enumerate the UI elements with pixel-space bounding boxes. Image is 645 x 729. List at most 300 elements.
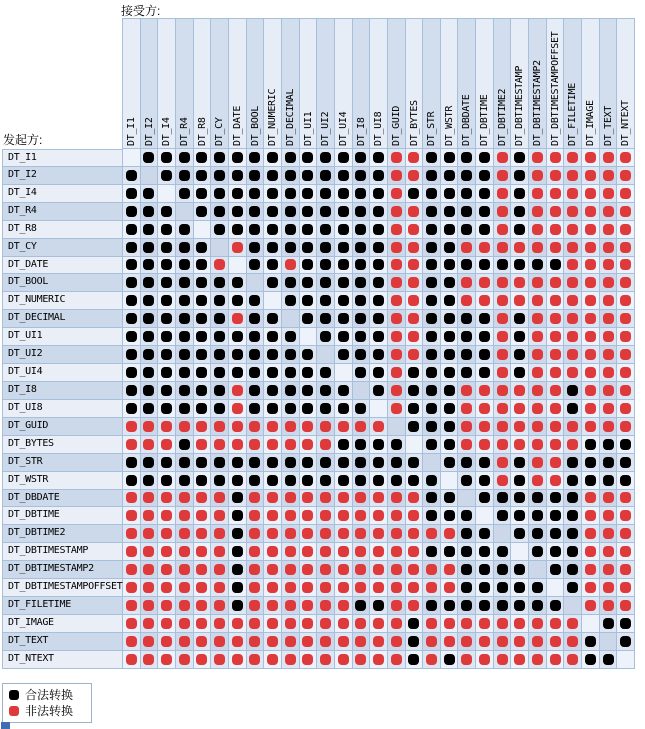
matrix-cell [582, 185, 600, 203]
column-header-DT_I1 [123, 19, 141, 149]
matrix-cell [335, 579, 353, 597]
illegal-dot [532, 475, 543, 486]
column-header-label: DT_UI8 [373, 111, 385, 146]
matrix-cell [600, 310, 618, 328]
matrix-cell [123, 257, 141, 275]
matrix-cell [388, 507, 406, 525]
legal-dot [302, 170, 313, 181]
matrix-cell [582, 436, 600, 454]
matrix-cell [176, 203, 194, 221]
legal-dot [461, 152, 472, 163]
matrix-cell [158, 400, 176, 418]
illegal-dot [567, 421, 578, 432]
illegal-dot [355, 546, 366, 557]
legal-dot [408, 421, 419, 432]
legal-dot [249, 295, 260, 306]
illegal-dot [249, 528, 260, 539]
matrix-cell [353, 239, 371, 257]
matrix-cell [335, 203, 353, 221]
matrix-cell [406, 382, 424, 400]
legal-dot [196, 152, 207, 163]
legal-dot [444, 385, 455, 396]
matrix-cell [423, 167, 441, 185]
matrix-cell [458, 239, 476, 257]
illegal-dot [143, 421, 154, 432]
matrix-cell [211, 400, 229, 418]
matrix-cell [282, 615, 300, 633]
matrix-cell [282, 328, 300, 346]
legal-dot [179, 403, 190, 414]
illegal-dot [249, 654, 260, 665]
matrix-cell [247, 490, 265, 508]
legal-dot [232, 564, 243, 575]
illegal-dot [603, 313, 614, 324]
legal-dot [320, 170, 331, 181]
matrix-row-DT_I1 [3, 149, 635, 167]
legal-dot [373, 152, 384, 163]
illegal-dot [479, 654, 490, 665]
matrix-cell [441, 149, 459, 167]
matrix-cell [176, 561, 194, 579]
matrix-cell [582, 239, 600, 257]
illegal-dot [585, 492, 596, 503]
matrix-cell [600, 454, 618, 472]
matrix-cell [529, 525, 547, 543]
legal-dot [214, 170, 225, 181]
legal-dot [267, 349, 278, 360]
illegal-dot [550, 367, 561, 378]
illegal-dot [161, 600, 172, 611]
matrix-cell [264, 257, 282, 275]
matrix-cell [529, 400, 547, 418]
matrix-cell [317, 221, 335, 239]
legal-dot [408, 618, 419, 629]
matrix-cell [547, 274, 565, 292]
illegal-dot [620, 582, 631, 593]
legal-dot [461, 349, 472, 360]
matrix-cell [423, 239, 441, 257]
matrix-cell [247, 454, 265, 472]
matrix-cell [300, 292, 318, 310]
illegal-dot [550, 421, 561, 432]
matrix-cell [300, 633, 318, 651]
matrix-cell [388, 167, 406, 185]
legend [2, 683, 92, 723]
legal-dot [126, 349, 137, 360]
matrix-cell [458, 400, 476, 418]
legal-dot [214, 152, 225, 163]
illegal-dot [249, 439, 260, 450]
matrix-cell [264, 310, 282, 328]
column-header-DT_DBTIME [476, 19, 494, 149]
matrix-cell [406, 185, 424, 203]
matrix-cell [458, 418, 476, 436]
matrix-cell [494, 364, 512, 382]
matrix-cell [582, 525, 600, 543]
matrix-cell [617, 651, 635, 669]
matrix-cell [282, 472, 300, 490]
legal-dot [497, 259, 508, 270]
matrix-cell [211, 436, 229, 454]
column-header-DT_DBTIMESTAMP2 [529, 19, 547, 149]
illegal-dot [603, 546, 614, 557]
column-header-DT_BOOL [247, 19, 265, 149]
matrix-cell [582, 579, 600, 597]
matrix-cell [282, 239, 300, 257]
matrix-cell [264, 651, 282, 669]
legal-dot [285, 170, 296, 181]
matrix-cell [123, 400, 141, 418]
illegal-dot [426, 618, 437, 629]
legal-dot [444, 403, 455, 414]
legal-dot [214, 277, 225, 288]
illegal-dot [302, 528, 313, 539]
illegal-dot [444, 564, 455, 575]
matrix-cell [388, 364, 406, 382]
illegal-dot [214, 636, 225, 647]
matrix-cell [582, 149, 600, 167]
matrix-cell [458, 382, 476, 400]
matrix-cell [511, 597, 529, 615]
matrix-cell [511, 185, 529, 203]
column-header-DT_NUMERIC [264, 19, 282, 149]
illegal-dot [497, 224, 508, 235]
legal-dot [320, 224, 331, 235]
illegal-dot [196, 528, 207, 539]
matrix-cell [300, 203, 318, 221]
illegal-dot [514, 636, 525, 647]
legal-dot [479, 259, 490, 270]
matrix-cell [158, 239, 176, 257]
legal-dot [461, 259, 472, 270]
illegal-dot [479, 277, 490, 288]
matrix-cell [264, 400, 282, 418]
matrix-cell [600, 328, 618, 346]
legal-dot [426, 170, 437, 181]
matrix-cell [494, 292, 512, 310]
matrix-cell [388, 382, 406, 400]
legal-dot [408, 654, 419, 665]
legal-dot [196, 277, 207, 288]
matrix-cell [229, 292, 247, 310]
illegal-dot [143, 492, 154, 503]
illegal-dot [585, 528, 596, 539]
matrix-cell [406, 597, 424, 615]
matrix-cell [564, 651, 582, 669]
matrix-cell [282, 543, 300, 561]
illegal-dot [567, 295, 578, 306]
matrix-cell [406, 418, 424, 436]
matrix-cell [476, 615, 494, 633]
legal-dot [426, 546, 437, 557]
matrix-cell [247, 221, 265, 239]
illegal-dot [214, 546, 225, 557]
matrix-cell [317, 310, 335, 328]
legal-dot [161, 152, 172, 163]
matrix-cell [123, 507, 141, 525]
legal-dot [161, 457, 172, 468]
matrix-cell [476, 185, 494, 203]
column-header-label: DT_UI2 [320, 111, 332, 146]
matrix-cell [335, 561, 353, 579]
illegal-dot [267, 600, 278, 611]
matrix-cell [335, 597, 353, 615]
matrix-cell [406, 328, 424, 346]
legal-dot [373, 277, 384, 288]
illegal-dot [320, 492, 331, 503]
matrix-cell [229, 651, 247, 669]
matrix-cell [123, 382, 141, 400]
matrix-cell [564, 221, 582, 239]
matrix-cell [335, 490, 353, 508]
illegal-dot [585, 170, 596, 181]
matrix-cell [529, 633, 547, 651]
matrix-cell [123, 328, 141, 346]
matrix-cell [158, 185, 176, 203]
matrix-cell [353, 221, 371, 239]
matrix-cell [529, 167, 547, 185]
matrix-cell [282, 310, 300, 328]
matrix-cell [617, 274, 635, 292]
matrix-cell [229, 543, 247, 561]
legal-dot [567, 546, 578, 557]
matrix-cell [141, 454, 159, 472]
row-header-DT_I2: DT_I2 [3, 167, 123, 185]
matrix-cell [123, 579, 141, 597]
matrix-row-DT_DBTIME [3, 507, 635, 525]
illegal-dot [532, 331, 543, 342]
matrix-cell [141, 364, 159, 382]
matrix-cell [529, 615, 547, 633]
matrix-cell [582, 310, 600, 328]
illegal-dot [497, 367, 508, 378]
row-header-DT_IMAGE: DT_IMAGE [3, 615, 123, 633]
matrix-cell [141, 221, 159, 239]
matrix-cell [582, 490, 600, 508]
matrix-cell [353, 400, 371, 418]
matrix-cell [317, 418, 335, 436]
illegal-dot [126, 582, 137, 593]
column-header-label: DT_DBDATE [461, 94, 473, 146]
legal-dot [426, 259, 437, 270]
matrix-cell [529, 454, 547, 472]
matrix-cell [476, 490, 494, 508]
matrix-cell [300, 239, 318, 257]
illegal-dot [603, 224, 614, 235]
matrix-row-DT_UI2 [3, 346, 635, 364]
matrix-cell [123, 561, 141, 579]
legal-dot [232, 475, 243, 486]
matrix-cell [388, 418, 406, 436]
matrix-cell [458, 364, 476, 382]
illegal-dot [585, 510, 596, 521]
illegal-dot [338, 421, 349, 432]
row-header-DT_UI4: DT_UI4 [3, 364, 123, 382]
illegal-dot [550, 313, 561, 324]
matrix-cell [547, 364, 565, 382]
row-header-DT_WSTR: DT_WSTR [3, 472, 123, 490]
matrix-cell [564, 490, 582, 508]
matrix-cell [600, 436, 618, 454]
illegal-dot [408, 242, 419, 253]
matrix-cell [176, 400, 194, 418]
illegal-dot [620, 385, 631, 396]
legal-dot [461, 224, 472, 235]
matrix-cell [317, 561, 335, 579]
matrix-cell [617, 472, 635, 490]
illegal-dot [585, 403, 596, 414]
illegal-dot [497, 636, 508, 647]
matrix-cell [176, 615, 194, 633]
illegal-dot [391, 582, 402, 593]
illegal-dot [620, 259, 631, 270]
matrix-cell [353, 579, 371, 597]
illegal-dot [391, 206, 402, 217]
matrix-cell [547, 579, 565, 597]
matrix-cell [194, 346, 212, 364]
illegal-dot [214, 528, 225, 539]
illegal-dot [497, 618, 508, 629]
matrix-cell [300, 490, 318, 508]
matrix-cell [458, 597, 476, 615]
legal-dot [532, 510, 543, 521]
illegal-dot [550, 224, 561, 235]
matrix-cell [476, 257, 494, 275]
matrix-cell [582, 274, 600, 292]
illegal-dot [532, 421, 543, 432]
illegal-dot [320, 618, 331, 629]
matrix-cell [300, 346, 318, 364]
matrix-cell [423, 651, 441, 669]
legal-dot [214, 295, 225, 306]
illegal-dot [514, 385, 525, 396]
legal-dot [497, 510, 508, 521]
matrix-cell [282, 382, 300, 400]
illegal-dot [126, 546, 137, 557]
illegal-dot [585, 313, 596, 324]
row-header-DT_DATE: DT_DATE [3, 257, 123, 275]
matrix-cell [282, 292, 300, 310]
matrix-cell [300, 597, 318, 615]
illegal-dot [285, 421, 296, 432]
illegal-dot [620, 600, 631, 611]
matrix-cell [600, 490, 618, 508]
matrix-cell [388, 543, 406, 561]
legal-dot [126, 259, 137, 270]
matrix-cell [317, 651, 335, 669]
matrix-cell [388, 310, 406, 328]
illegal-dot [567, 331, 578, 342]
legal-dot [338, 242, 349, 253]
legal-dot [302, 367, 313, 378]
matrix-cell [547, 543, 565, 561]
legal-dot [338, 295, 349, 306]
matrix-cell [282, 525, 300, 543]
matrix-row-DT_GUID [3, 418, 635, 436]
matrix-cell [511, 418, 529, 436]
matrix-cell [600, 274, 618, 292]
matrix-cell [229, 633, 247, 651]
matrix-cell [282, 167, 300, 185]
legal-dot [126, 188, 137, 199]
matrix-row-DT_R8 [3, 221, 635, 239]
legal-dot [514, 564, 525, 575]
legal-dot [126, 367, 137, 378]
legal-dot [444, 277, 455, 288]
matrix-cell [176, 633, 194, 651]
legal-dot [479, 188, 490, 199]
matrix-cell [229, 382, 247, 400]
legal-dot [179, 295, 190, 306]
matrix-cell [494, 525, 512, 543]
matrix-cell [494, 472, 512, 490]
illegal-dot [320, 510, 331, 521]
illegal-dot [408, 600, 419, 611]
legal-dot [514, 349, 525, 360]
legal-dot [161, 259, 172, 270]
matrix-cell [335, 310, 353, 328]
illegal-dot [408, 492, 419, 503]
illegal-dot [532, 152, 543, 163]
matrix-cell [423, 221, 441, 239]
illegal-dot [408, 582, 419, 593]
legal-dot [249, 349, 260, 360]
matrix-cell [547, 525, 565, 543]
matrix-cell [370, 597, 388, 615]
matrix-cell [511, 490, 529, 508]
legal-dot [320, 367, 331, 378]
matrix-cell [388, 203, 406, 221]
matrix-cell [194, 472, 212, 490]
matrix-cell [441, 328, 459, 346]
matrix-cell [211, 454, 229, 472]
legal-dot [267, 457, 278, 468]
illegal-dot [550, 331, 561, 342]
matrix-cell [617, 454, 635, 472]
matrix-cell [476, 597, 494, 615]
matrix-cell [617, 149, 635, 167]
matrix-cell [353, 436, 371, 454]
illegal-dot [567, 170, 578, 181]
illegal-dot [196, 546, 207, 557]
illegal-dot [267, 618, 278, 629]
illegal-dot [585, 582, 596, 593]
matrix-cell [494, 167, 512, 185]
legal-dot [196, 403, 207, 414]
matrix-cell [458, 651, 476, 669]
matrix-cell [141, 597, 159, 615]
matrix-cell [317, 472, 335, 490]
legal-dot [249, 206, 260, 217]
illegal-dot [391, 188, 402, 199]
legal-dot [514, 259, 525, 270]
matrix-cell [441, 310, 459, 328]
legal-dot [179, 259, 190, 270]
matrix-row-DT_BOOL [3, 274, 635, 292]
legal-dot [249, 313, 260, 324]
legal-dot [514, 600, 525, 611]
illegal-dot [302, 492, 313, 503]
illegal-dot [585, 259, 596, 270]
matrix-cell [617, 257, 635, 275]
matrix-cell [317, 400, 335, 418]
legal-dot [620, 636, 631, 647]
legal-dot [161, 403, 172, 414]
legal-dot [373, 242, 384, 253]
column-header-DT_IMAGE [582, 19, 600, 149]
legal-dot [585, 475, 596, 486]
matrix-cell [158, 310, 176, 328]
